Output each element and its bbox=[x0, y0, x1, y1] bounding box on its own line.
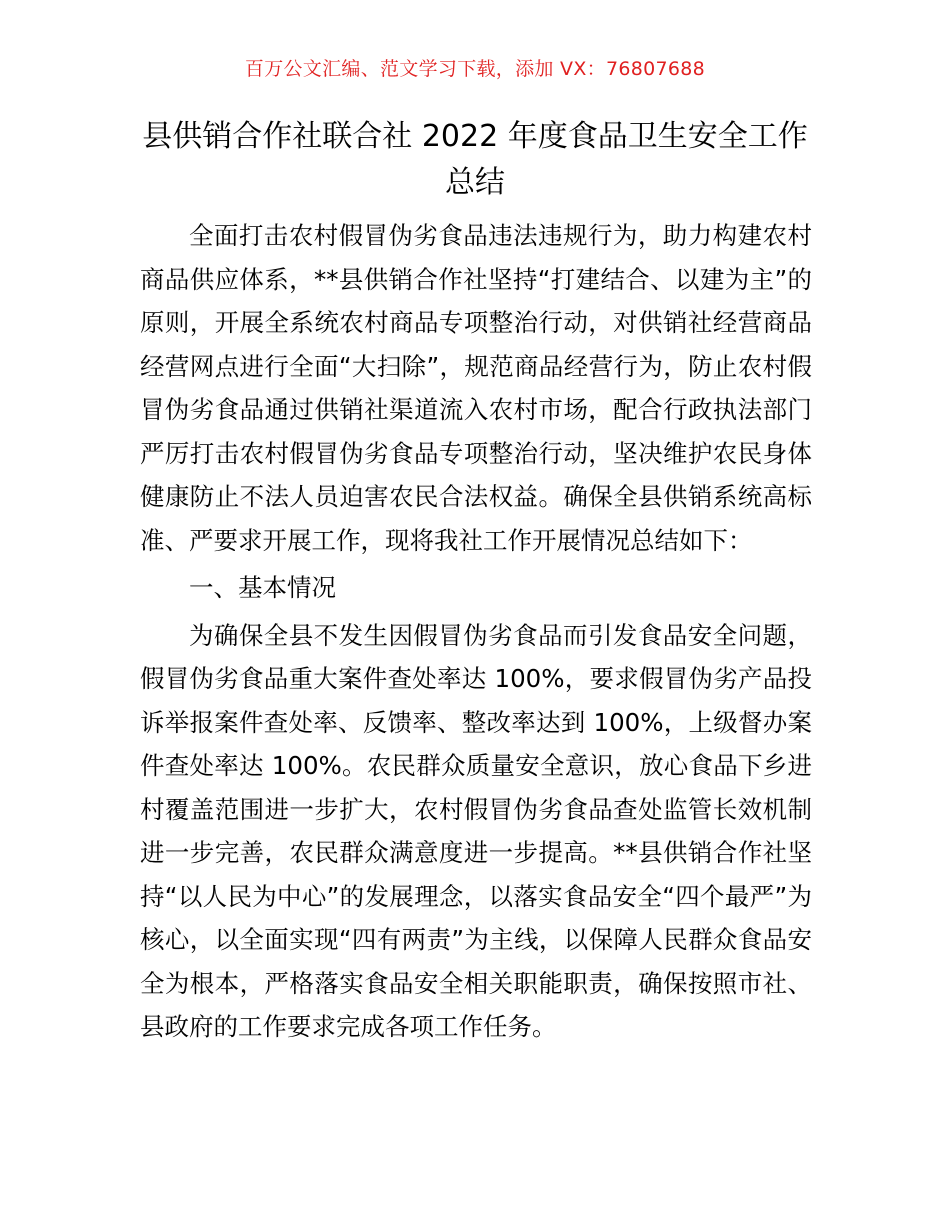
basic-situation-paragraph: 为确保全县不发生因假冒伪劣食品而引发食品安全问题，假冒伪劣食品重大案件查处率达 100%，要求假冒伪劣产品投诉举报案件查处率、反馈率、整改率达到 100%，上级督办案件查处率达 100%。农民群众质量安全意识，放心食品下乡进村覆盖范围进一步扩大，农村假冒伪劣食品查处监管长效机制进一步完善，农民群众满意度进一步提高。**县供销合作社坚持“以人民为中心”的发展理念，以落实食品安全“四个最严”为核心，以全面实现“四有两责”为主线，以保障人民群众食品安全为根本，严格落实食品安全相关职能职责，确保按照市社、县政府的工作要求完成各项工作任务。 bbox=[140, 620, 812, 1041]
header-note: 百万公文汇编、范文学习下载，添加 VX：76807688 bbox=[244, 58, 706, 80]
document-body bbox=[140, 214, 812, 1049]
document-title: 县供销合作社联合社 2022 年度食品卫生安全工作总结 bbox=[142, 119, 808, 200]
intro-paragraph: 全面打击农村假冒伪劣食品违法违规行为，助力构建农村商品供应体系，**县供销合作社坚持“打建结合、以建为主”的原则，开展全系统农村商品专项整治行动，对供销社经营商品经营网点进行全面“大扫除”，规范商品经营行为，防止农村假冒伪劣食品通过供销社渠道流入农村市场，配合行政执法部门严厉打击农村假冒伪劣食品专项整治行动，坚决维护农民身体健康防止不法人员迫害农民合法权益。确保全县供销系统高标准、严要求开展工作，现将我社工作开展情况总结如下： bbox=[140, 221, 812, 555]
section-heading-basic-situation: 一、基本情况 bbox=[189, 573, 336, 602]
